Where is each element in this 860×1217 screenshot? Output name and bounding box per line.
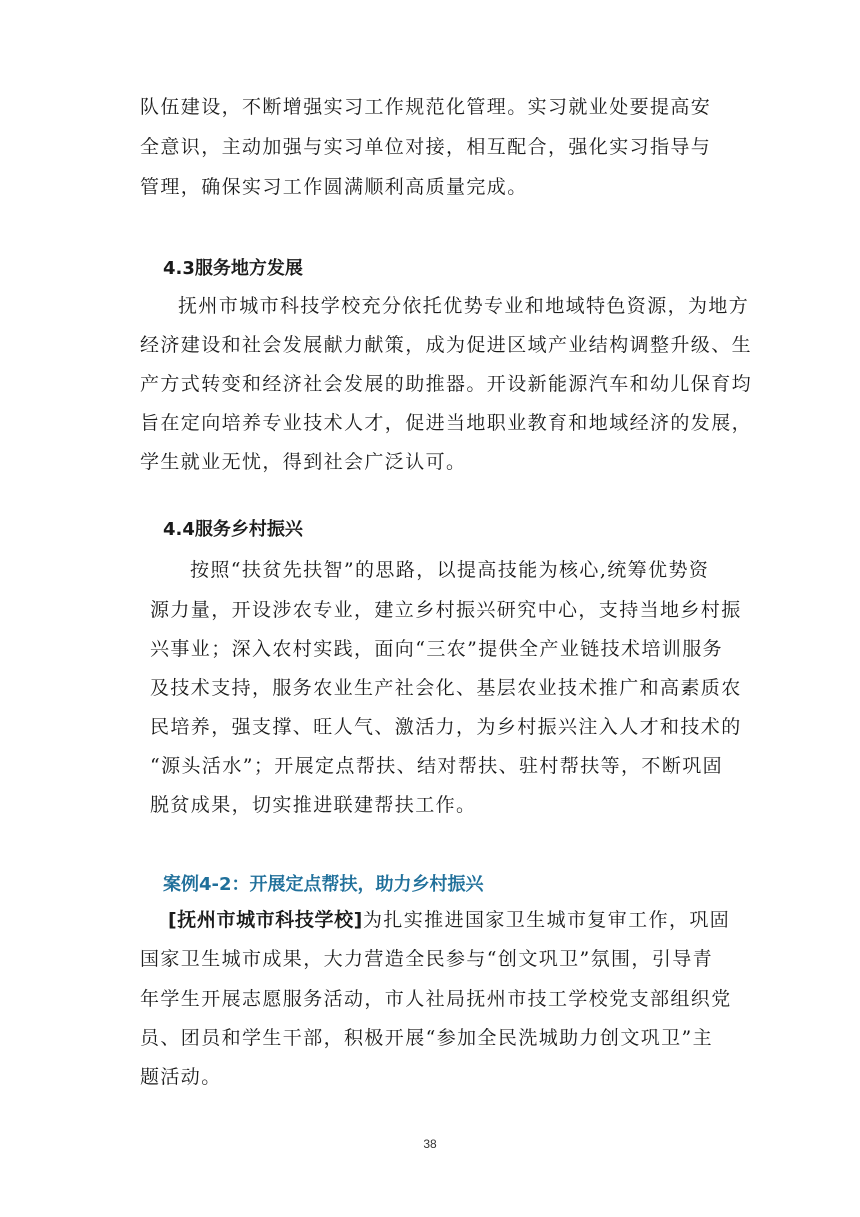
section-4-4-line-5: 民培养，强支撑、旺人气、激活力，为乡村振兴注入人才和技术的 bbox=[150, 716, 742, 738]
page-number: 38 bbox=[423, 1137, 437, 1151]
section-4-3-line-5: 学生就业无忧，得到社会广泛认可。 bbox=[140, 451, 467, 473]
case-first-line bbox=[168, 907, 730, 933]
section-4-4-heading: 4.4服务乡村振兴 bbox=[163, 519, 303, 540]
section-4-4-line-4: 及技术支持，服务农业生产社会化、基层农业技术推广和高素质农 bbox=[150, 677, 742, 699]
intro-line-2: 全意识，主动加强与实习单位对接，相互配合，强化实习指导与 bbox=[140, 136, 712, 158]
case-line-2: 国家卫生城市成果，大力营造全民参与“创文巩卫”氛围，引导青 bbox=[140, 948, 714, 970]
case-line-5: 题活动。 bbox=[140, 1066, 222, 1088]
section-4-4-line-6: “源头活水”；开展定点帮扶、结对帮扶、驻村帮扶等，不断巩固 bbox=[150, 755, 724, 777]
section-4-3-heading: 4.3服务地方发展 bbox=[163, 258, 303, 279]
section-4-4-line-7: 脱贫成果，切实推进联建帮扶工作。 bbox=[150, 794, 477, 816]
section-4-3-line-3: 产方式转变和经济社会发展的助推器。开设新能源汽车和幼儿保育均 bbox=[140, 373, 753, 395]
case-4-2-title: 案例4-2：开展定点帮扶，助力乡村振兴 bbox=[163, 874, 484, 895]
case-school-label: [抚州市城市科技学校] bbox=[168, 909, 363, 931]
section-4-3-line-4: 旨在定向培养专业技术人才，促进当地职业教育和地域经济的发展， bbox=[140, 412, 753, 434]
case-line-4: 员、团员和学生干部，积极开展“参加全民洗城助力创文巩卫”主 bbox=[140, 1027, 714, 1049]
case-line-3: 年学生开展志愿服务活动，市人社局抚州市技工学校党支部组织党 bbox=[140, 988, 732, 1010]
intro-line-3: 管理，确保实习工作圆满顺利高质量完成。 bbox=[140, 176, 528, 198]
case-first-line-text: 为扎实推进国家卫生城市复审工作，巩固 bbox=[362, 909, 731, 931]
section-4-4-line-3: 兴事业；深入农村实践，面向“三农”提供全产业链技术培训服务 bbox=[150, 638, 724, 660]
section-4-3-line-1: 抚州市城市科技学校充分依托优势专业和地域特色资源，为地方 bbox=[178, 295, 750, 317]
intro-line-1: 队伍建设，不断增强实习工作规范化管理。实习就业处要提高安 bbox=[140, 96, 712, 118]
section-4-4-line-1: 按照“扶贫先扶智”的思路，以提高技能为核心,统筹优势资 bbox=[190, 559, 710, 581]
section-4-4-line-2: 源力量，开设涉农专业，建立乡村振兴研究中心，支持当地乡村振 bbox=[150, 599, 742, 621]
section-4-3-line-2: 经济建设和社会发展献力献策，成为促进区域产业结构调整升级、生 bbox=[140, 334, 753, 356]
